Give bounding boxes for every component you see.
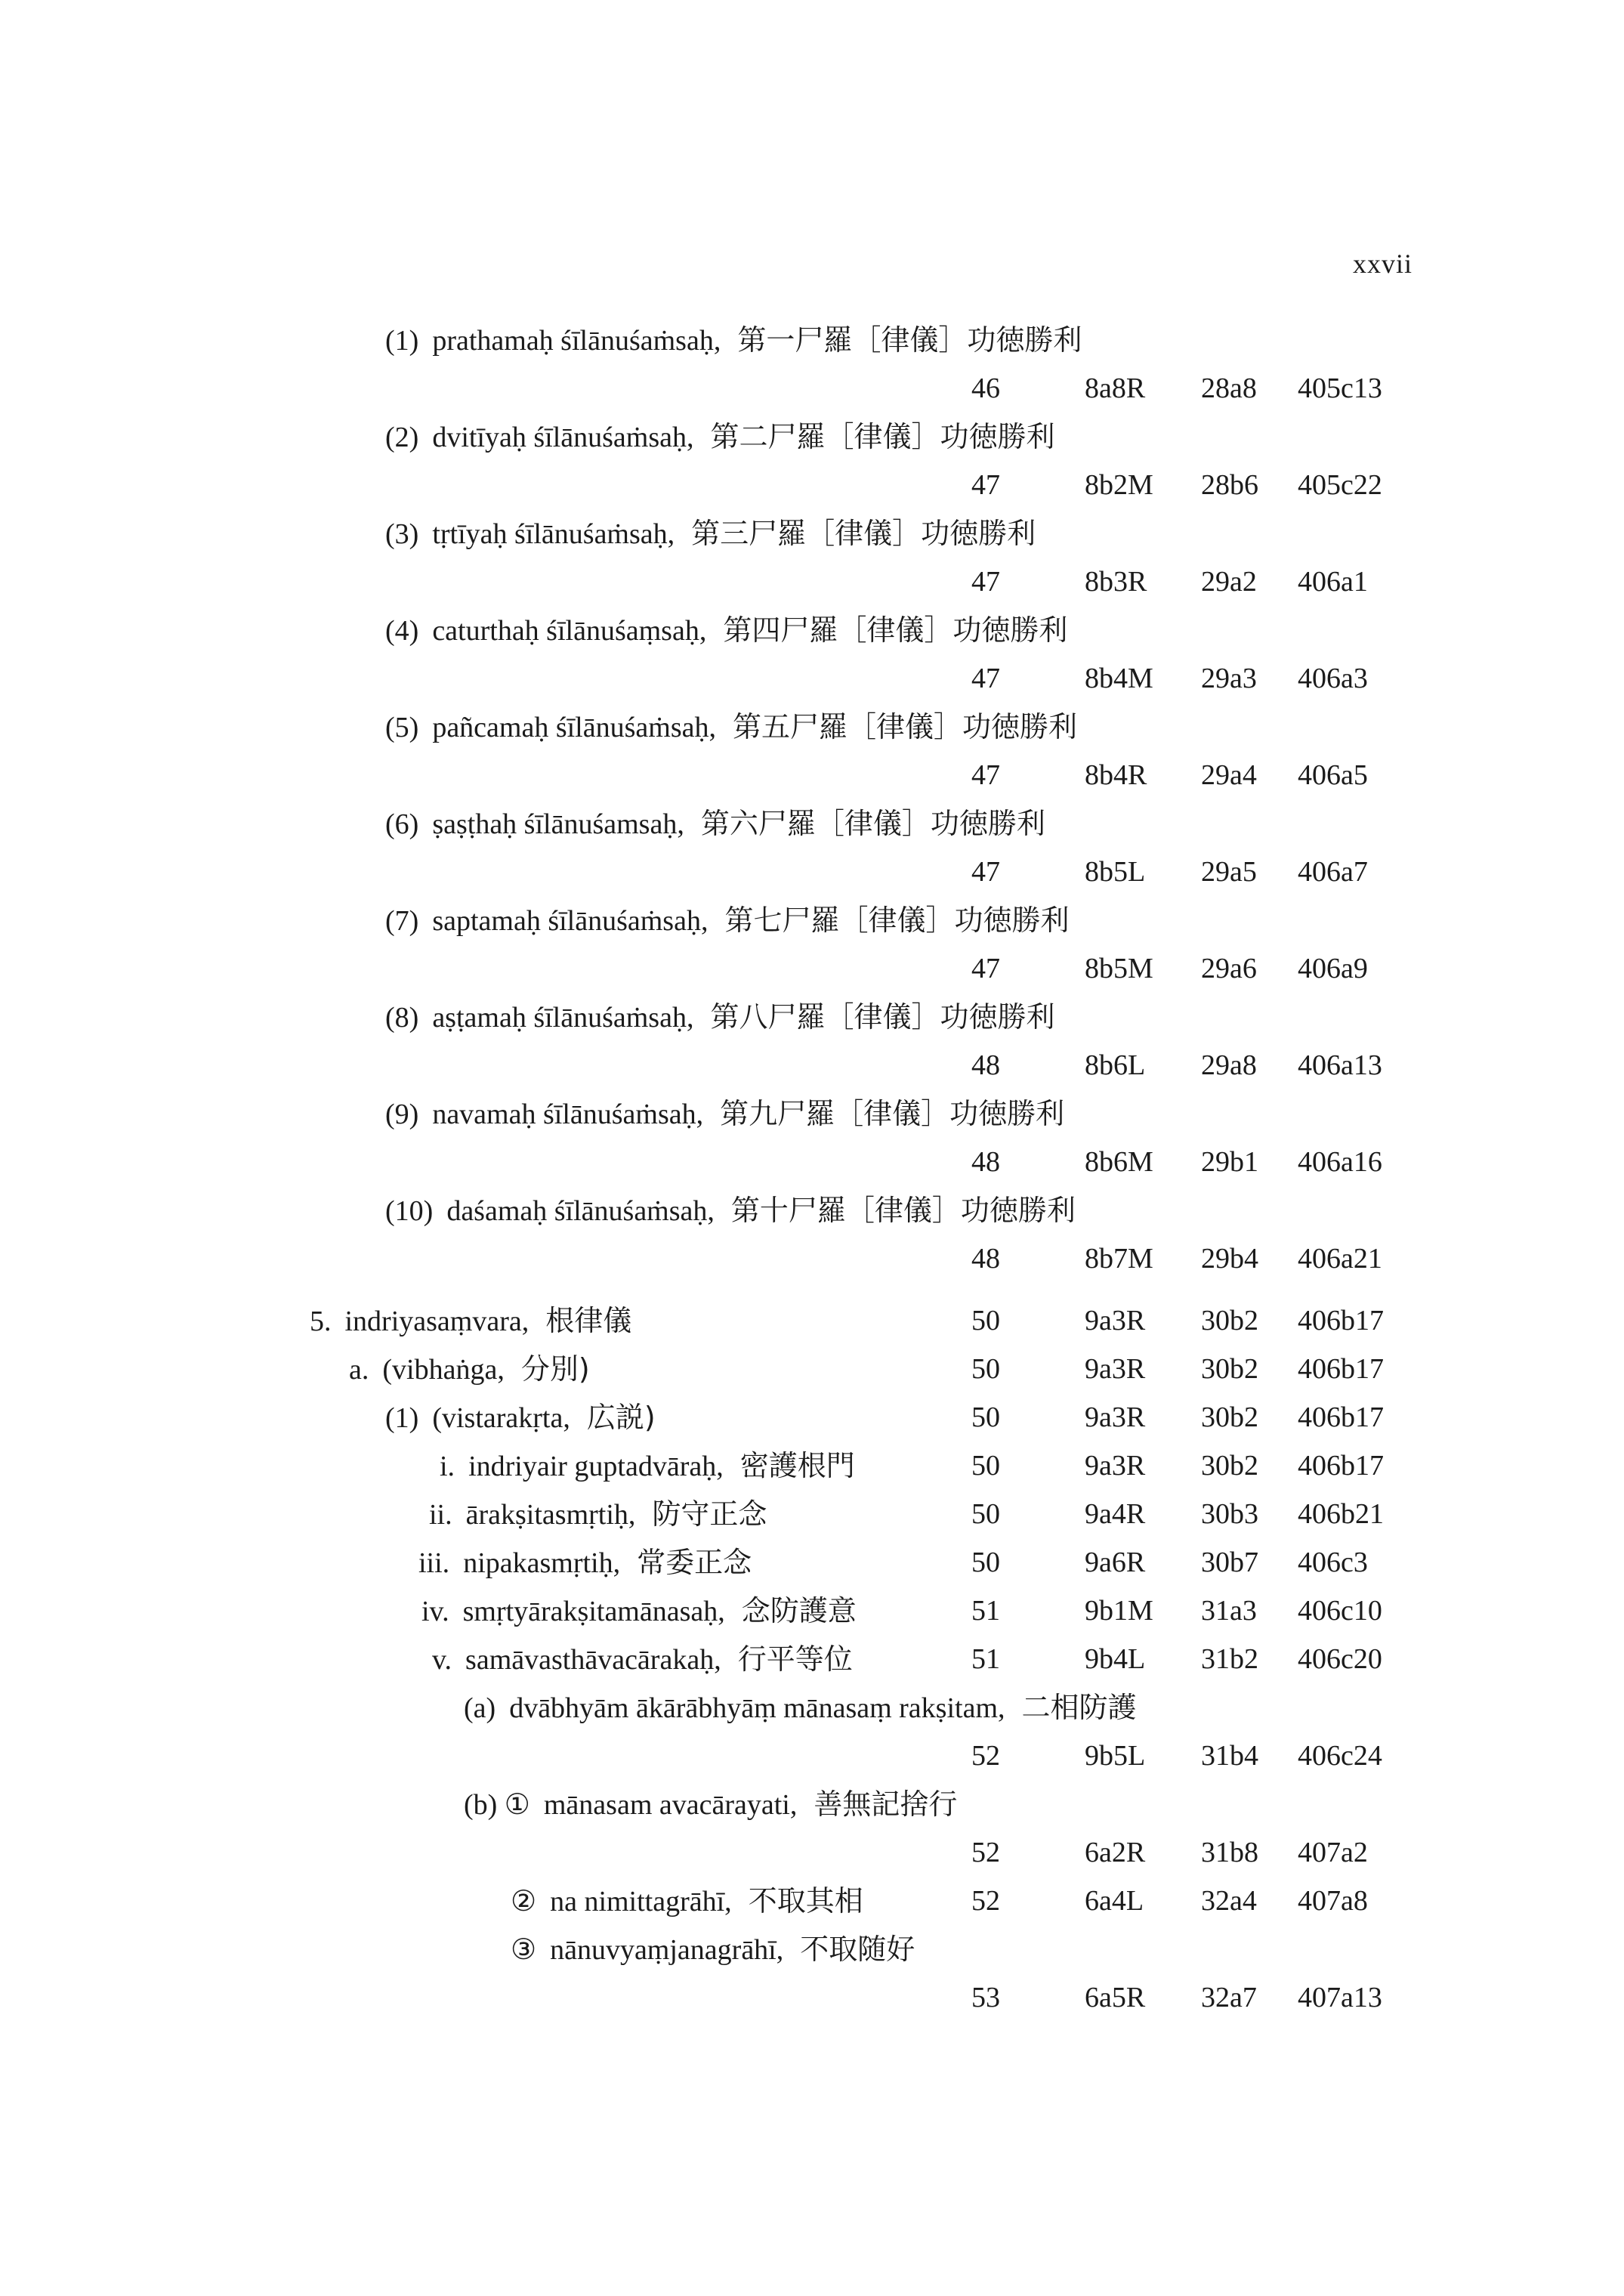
entry-label: [385, 606, 1067, 655]
entry-term: indriyasaṃvara,: [344, 1306, 529, 1337]
entry-chinese-term: 防守正念: [652, 1497, 767, 1531]
page-ref: 47: [971, 856, 1000, 888]
column-ref: 32a7: [1201, 1982, 1257, 2013]
entry-label: [385, 896, 1069, 945]
page-ref: 51: [971, 1595, 1000, 1627]
folio-ref: 8b2M: [1085, 469, 1153, 501]
folio-ref: 9a3R: [1085, 1450, 1146, 1482]
entry-reference-row: [0, 461, 1624, 509]
entry-term: nānuvyaṃjanagrāhī,: [550, 1934, 784, 1966]
entry-chinese-term: 第六尸羅［律儀］功徳勝利: [700, 807, 1045, 840]
entry-chinese-term: 第二尸羅［律儀］功徳勝利: [710, 420, 1055, 453]
entry-term: nipakasmṛtiḥ,: [463, 1547, 621, 1579]
folio-ref: 9b5L: [1085, 1740, 1146, 1772]
entry-label: [310, 1296, 631, 1346]
entry-number: i.: [440, 1451, 455, 1482]
column-ref: 30b2: [1201, 1401, 1258, 1433]
taisho-ref: 406a13: [1298, 1049, 1382, 1081]
folio-ref: 8b6L: [1085, 1049, 1146, 1081]
folio-ref: 8b5M: [1085, 953, 1153, 984]
taisho-ref: 406b21: [1298, 1498, 1384, 1530]
index-entry: [0, 606, 1624, 654]
folio-ref: 9a4R: [1085, 1498, 1146, 1530]
taisho-ref: 407a8: [1298, 1885, 1368, 1917]
folio-ref: 8a8R: [1085, 372, 1146, 404]
page-ref: 52: [971, 1837, 1000, 1868]
index-entry: [0, 1683, 1624, 1732]
taisho-ref: 406a1: [1298, 566, 1368, 598]
index-entry: [0, 509, 1624, 558]
entry-number: (1): [385, 325, 419, 357]
entry-label: [440, 1442, 855, 1491]
folio-ref: 9a3R: [1085, 1305, 1146, 1337]
entry-term: smṛtyārakṣitamānasaḥ,: [462, 1596, 725, 1627]
index-entry: [0, 316, 1624, 364]
entry-label: [385, 413, 1055, 462]
entry-chinese-term: 第七尸羅［律儀］功徳勝利: [724, 904, 1070, 937]
page-ref: 48: [971, 1146, 1000, 1178]
entry-label: [385, 993, 1054, 1042]
entry-label: [418, 1538, 752, 1587]
taisho-ref: 406b17: [1298, 1353, 1384, 1385]
entry-reference-row: [0, 1041, 1624, 1089]
page-ref: 52: [971, 1885, 1000, 1917]
entry-number: (2): [385, 422, 419, 453]
index-entry: [0, 993, 1624, 1041]
page-ref: 47: [971, 953, 1000, 984]
entry-number: (6): [385, 808, 419, 840]
entry-term: mānasam avacārayati,: [543, 1789, 798, 1821]
column-ref: 30b2: [1201, 1305, 1258, 1337]
taisho-ref: 405c22: [1298, 469, 1382, 501]
page-ref: 47: [971, 566, 1000, 598]
entry-chinese-term: 分別): [520, 1352, 590, 1386]
index-entry: [0, 1587, 1624, 1635]
taisho-ref: 406a7: [1298, 856, 1368, 888]
taisho-ref: 406c10: [1298, 1595, 1382, 1627]
folio-ref: 9a3R: [1085, 1401, 1146, 1433]
entry-reference-row: [0, 364, 1624, 413]
entry-number: v.: [432, 1644, 452, 1676]
column-ref: 30b7: [1201, 1547, 1258, 1578]
entry-chinese-term: 第四尸羅［律儀］功徳勝利: [723, 613, 1068, 647]
entry-chinese-term: 第三尸羅［律儀］功徳勝利: [691, 517, 1036, 550]
folio-ref: 8b4M: [1085, 663, 1153, 694]
entry-chinese-term: 行平等位: [737, 1642, 853, 1676]
entry-number: a.: [349, 1354, 369, 1386]
page-ref: 50: [971, 1401, 1000, 1433]
column-ref: 31a3: [1201, 1595, 1257, 1627]
column-ref: 31b8: [1201, 1837, 1258, 1868]
entry-reference-row: [0, 1138, 1624, 1186]
entry-number: ③: [511, 1934, 537, 1966]
entry-label: [385, 703, 1077, 752]
entry-chinese-term: 第九尸羅［律儀］功徳勝利: [720, 1097, 1065, 1130]
entry-term: daśamaḥ śīlānuśaṁsaḥ,: [446, 1195, 715, 1227]
entry-number: (a): [464, 1692, 496, 1724]
folio-ref: 8b4R: [1085, 759, 1147, 791]
index-entry: [0, 1393, 1624, 1442]
entry-term: (vistarakṛta,: [432, 1402, 570, 1434]
entry-reference-row: [0, 1828, 1624, 1877]
page-ref: 52: [971, 1740, 1000, 1772]
entry-chinese-term: 二相防護: [1021, 1691, 1137, 1724]
entry-reference-row: [0, 558, 1624, 606]
entry-term: dvitīyaḥ śīlānuśaṁsaḥ,: [432, 422, 694, 453]
entry-label: [385, 1089, 1064, 1139]
index-entry: [0, 1490, 1624, 1538]
column-ref: 29a4: [1201, 759, 1257, 791]
column-ref: 30b3: [1201, 1498, 1258, 1530]
column-ref: 28b6: [1201, 469, 1258, 501]
entry-label: [511, 1925, 915, 1974]
taisho-ref: 406b17: [1298, 1305, 1384, 1337]
index-entry: [0, 896, 1624, 944]
entry-chinese-term: 第八尸羅［律儀］功徳勝利: [710, 1000, 1055, 1034]
column-ref: 29a6: [1201, 953, 1257, 984]
entry-number: 5.: [310, 1306, 332, 1337]
column-ref: 31b4: [1201, 1740, 1258, 1772]
entry-term: na nimittagrāhī,: [550, 1886, 732, 1917]
entry-label: [511, 1877, 863, 1926]
entry-label: [349, 1345, 590, 1394]
column-ref: 29a5: [1201, 856, 1257, 888]
column-ref: 30b2: [1201, 1450, 1258, 1482]
folio-ref: 8b3R: [1085, 566, 1147, 598]
entry-term: aṣṭamaḥ śīlānuśaṁsaḥ,: [432, 1002, 694, 1034]
entry-number: (9): [385, 1099, 419, 1130]
entry-number: (8): [385, 1002, 419, 1034]
entry-reference-row: [0, 1973, 1624, 2022]
entry-number: (1): [385, 1402, 419, 1434]
taisho-ref: 406c3: [1298, 1547, 1368, 1578]
column-ref: 32a4: [1201, 1885, 1257, 1917]
column-ref: 29b4: [1201, 1243, 1258, 1275]
entry-term: (vibhaṅga,: [382, 1354, 505, 1386]
folio-ref: 6a4L: [1085, 1885, 1144, 1917]
entry-reference-row: [0, 944, 1624, 993]
entry-term: saptamaḥ śīlānuśaṁsaḥ,: [432, 905, 709, 937]
index-entry: [0, 1635, 1624, 1683]
entry-label: [385, 509, 1036, 558]
entry-chinese-term: 念防護意: [741, 1594, 857, 1627]
index-entry: [0, 1780, 1624, 1828]
index-entry: [0, 703, 1624, 751]
entry-label: [432, 1635, 853, 1684]
entry-number: (7): [385, 905, 419, 937]
column-ref: 29a8: [1201, 1049, 1257, 1081]
page-ref: 48: [971, 1243, 1000, 1275]
entry-chinese-term: 不取随好: [800, 1933, 915, 1966]
entry-number: (b) ①: [464, 1789, 530, 1821]
entry-number: (3): [385, 518, 419, 550]
entry-label: [464, 1780, 957, 1829]
entry-number: (10): [385, 1195, 434, 1227]
taisho-ref: 406a21: [1298, 1243, 1382, 1275]
taisho-ref: 406b17: [1298, 1401, 1384, 1433]
entry-label: [385, 1393, 656, 1442]
page-ref: 50: [971, 1547, 1000, 1578]
entry-reference-row: [0, 1235, 1624, 1283]
index-list: [0, 316, 1624, 2022]
entry-number: ii.: [429, 1499, 452, 1531]
entry-number: ②: [511, 1886, 537, 1917]
index-entry: [0, 1925, 1624, 1973]
column-ref: 31b2: [1201, 1643, 1258, 1675]
entry-label: [429, 1490, 767, 1539]
entry-number: iv.: [421, 1596, 449, 1627]
entry-label: [385, 1186, 1076, 1235]
taisho-ref: 406c20: [1298, 1643, 1382, 1675]
taisho-ref: 406a3: [1298, 663, 1368, 694]
entry-term: tṛtīyaḥ śīlānuśaṁsaḥ,: [432, 518, 675, 550]
taisho-ref: 406c24: [1298, 1740, 1382, 1772]
index-entry: [0, 1877, 1624, 1925]
entry-term: caturthaḥ śīlānuśaṃsaḥ,: [432, 615, 707, 647]
entry-number: (4): [385, 615, 419, 647]
page-ref: 47: [971, 663, 1000, 694]
taisho-ref: 407a2: [1298, 1837, 1368, 1868]
entry-reference-row: [0, 654, 1624, 703]
index-entry: [0, 1442, 1624, 1490]
index-entry: [0, 413, 1624, 461]
index-entry: [0, 1296, 1624, 1345]
column-ref: 28a8: [1201, 372, 1257, 404]
entry-chinese-term: 第五尸羅［律儀］功徳勝利: [732, 710, 1077, 743]
folio-ref: 8b7M: [1085, 1243, 1153, 1275]
entry-term: samāvasthāvacārakaḥ,: [465, 1644, 721, 1676]
entry-chinese-term: 密護根門: [739, 1449, 855, 1482]
taisho-ref: 406b17: [1298, 1450, 1384, 1482]
page-number: xxvii: [1352, 249, 1413, 279]
entry-term: pañcamaḥ śīlānuśaṁsaḥ,: [432, 712, 716, 743]
page-ref: 46: [971, 372, 1000, 404]
page-ref: 50: [971, 1450, 1000, 1482]
taisho-ref: 405c13: [1298, 372, 1382, 404]
taisho-ref: 406a5: [1298, 759, 1368, 791]
index-entry: [0, 1186, 1624, 1235]
entry-term: prathamaḥ śīlānuśaṁsaḥ,: [432, 325, 721, 357]
entry-label: [421, 1587, 857, 1636]
entry-chinese-term: 不取其相: [748, 1884, 863, 1917]
folio-ref: 8b6M: [1085, 1146, 1153, 1178]
entry-reference-row: [0, 848, 1624, 896]
page-ref: 51: [971, 1643, 1000, 1675]
taisho-ref: 406a9: [1298, 953, 1368, 984]
entry-reference-row: [0, 751, 1624, 799]
column-ref: 29a3: [1201, 663, 1257, 694]
entry-chinese-term: 第十尸羅［律儀］功徳勝利: [730, 1194, 1076, 1227]
entry-reference-row: [0, 1732, 1624, 1780]
page-ref: 50: [971, 1498, 1000, 1530]
page-ref: 47: [971, 469, 1000, 501]
index-entry: [0, 1089, 1624, 1138]
entry-label: [464, 1683, 1137, 1732]
index-entry: [0, 1345, 1624, 1393]
page-ref: 53: [971, 1982, 1000, 2013]
column-ref: 29a2: [1201, 566, 1257, 598]
index-entry: [0, 1538, 1624, 1587]
index-entry: [0, 799, 1624, 848]
folio-ref: 9a6R: [1085, 1547, 1146, 1578]
folio-ref: 9a3R: [1085, 1353, 1146, 1385]
entry-chinese-term: 第一尸羅［律儀］功徳勝利: [737, 323, 1082, 357]
entry-term: ārakṣitasmṛtiḥ,: [465, 1499, 636, 1531]
page-ref: 48: [971, 1049, 1000, 1081]
column-ref: 29b1: [1201, 1146, 1258, 1178]
taisho-ref: 407a13: [1298, 1982, 1382, 2013]
folio-ref: 6a5R: [1085, 1982, 1146, 2013]
page-ref: 50: [971, 1305, 1000, 1337]
entry-label: [385, 316, 1082, 365]
taisho-ref: 406a16: [1298, 1146, 1382, 1178]
page-ref: 47: [971, 759, 1000, 791]
entry-term: navamaḥ śīlānuśaṁsaḥ,: [432, 1099, 704, 1130]
entry-term: dvābhyām ākārābhyāṃ mānasaṃ rakṣitam,: [509, 1692, 1005, 1724]
entry-chinese-term: 善無記捨行: [814, 1788, 958, 1821]
column-ref: 30b2: [1201, 1353, 1258, 1385]
entry-label: [385, 799, 1045, 848]
page-ref: 50: [971, 1353, 1000, 1385]
folio-ref: 9b1M: [1085, 1595, 1153, 1627]
folio-ref: 8b5L: [1085, 856, 1146, 888]
entry-term: ṣaṣṭhaḥ śīlānuśamsaḥ,: [432, 808, 684, 840]
folio-ref: 6a2R: [1085, 1837, 1146, 1868]
entry-term: indriyair guptadvāraḥ,: [468, 1451, 724, 1482]
entry-number: (5): [385, 712, 419, 743]
entry-chinese-term: 広説): [586, 1401, 656, 1434]
entry-chinese-term: 根律儀: [545, 1304, 632, 1337]
folio-ref: 9b4L: [1085, 1643, 1146, 1675]
entry-chinese-term: 常委正念: [637, 1546, 752, 1579]
entry-number: iii.: [418, 1547, 450, 1579]
